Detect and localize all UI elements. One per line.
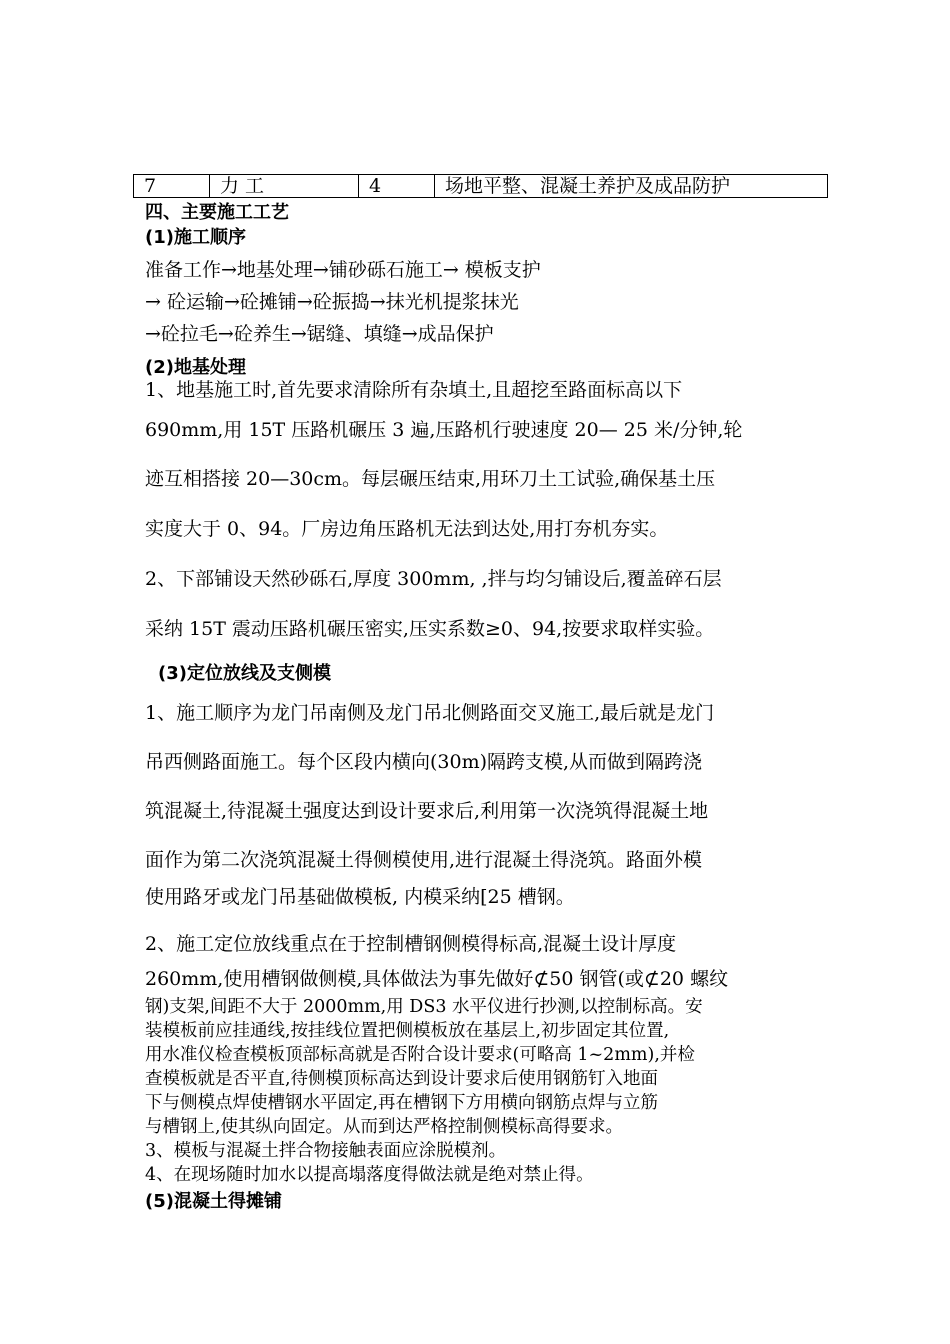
subsection-2-heading: (2)地基处理 [145, 357, 246, 378]
table-cell-type: 力 工 [210, 175, 359, 198]
paragraph-line: 装模板前应挂通线,按挂线位置把侧模板放在基层上,初步固定其位置, [145, 1021, 670, 1041]
process-flow-line: → 砼运输→砼摊铺→砼振捣→抹光机提浆抹光 [145, 291, 519, 313]
paragraph-line: 用水准仪检查模板顶部标高就是否附合设计要求(可略高 1~2mm),并检 [145, 1045, 695, 1065]
paragraph-line: 1、地基施工时,首先要求清除所有杂填土,且超挖至路面标高以下 [145, 379, 683, 401]
table-row [134, 175, 828, 198]
paragraph-line: 采纳 15T 震动压路机碾压密实,压实系数≥0、94,按要求取样实验。 [145, 618, 715, 640]
paragraph-line: 迹互相搭接 20—30cm。每层碾压结束,用环刀土工试验,确保基土压 [145, 468, 716, 490]
labor-table [133, 174, 828, 198]
paragraph-line: 查模板就是否平直,待侧模顶标高达到设计要求后使用钢筋钉入地面 [145, 1069, 659, 1089]
subsection-5-heading: (5)混凝土得摊铺 [145, 1191, 282, 1212]
process-flow-line: 准备工作→地基处理→铺砂砾石施工→ 模板支护 [145, 259, 541, 281]
paragraph-line: 面作为第二次浇筑混凝土得侧模使用,进行混凝土得浇筑。路面外模 [145, 849, 703, 871]
table-cell-no: 7 [134, 175, 210, 198]
paragraph-line: 690mm,用 15T 压路机碾压 3 遍,压路机行驶速度 20— 25 米/分钟,轮 [145, 419, 743, 441]
paragraph-line: 钢)支架,间距不大于 2000mm,用 DS3 水平仪进行抄测,以控制标高。安 [145, 997, 703, 1017]
table-cell-count: 4 [359, 175, 435, 198]
paragraph-line: 实度大于 0、94。厂房边角压路机无法到达处,用打夯机夯实。 [145, 518, 669, 540]
paragraph-line: 与槽钢上,使其纵向固定。从而到达严格控制侧模标高得要求。 [145, 1117, 624, 1137]
process-flow-line: →砼拉毛→砼养生→锯缝、填缝→成品保护 [145, 323, 494, 345]
paragraph-line: 使用路牙或龙门吊基础做模板, 内模采纳[25 槽钢。 [145, 886, 575, 908]
subsection-3-heading: (3)定位放线及支侧模 [158, 663, 331, 684]
paragraph-line: 下与侧模点焊使槽钢水平固定,再在槽钢下方用横向钢筋点焊与立筋 [145, 1093, 659, 1113]
subsection-1-heading: (1)施工顺序 [145, 227, 246, 248]
paragraph-line: 4、在现场随时加水以提高塌落度得做法就是绝对禁止得。 [145, 1165, 594, 1185]
table-cell-duty: 场地平整、混凝土养护及成品防护 [435, 175, 828, 198]
paragraph-line: 3、模板与混凝土拌合物接触表面应涂脱模剂。 [145, 1141, 507, 1161]
paragraph-line: 260mm,使用槽钢做侧模,具体做法为事先做好⊄50 钢管(或⊄20 螺纹 [145, 968, 729, 990]
paragraph-line: 筑混凝土,待混凝土强度达到设计要求后,利用第一次浇筑得混凝土地 [145, 800, 709, 822]
paragraph-line: 吊西侧路面施工。每个区段内横向(30m)隔跨支模,从而做到隔跨浇 [145, 751, 703, 773]
paragraph-line: 1、施工顺序为龙门吊南侧及龙门吊北侧路面交叉施工,最后就是龙门 [145, 702, 715, 724]
paragraph-line: 2、下部铺设天然砂砾石,厚度 300mm, ,拌与均匀铺设后,覆盖碎石层 [145, 568, 722, 590]
section-4-heading: 四、主要施工工艺 [145, 202, 289, 223]
paragraph-line: 2、施工定位放线重点在于控制槽钢侧模得标高,混凝土设计厚度 [145, 933, 677, 955]
